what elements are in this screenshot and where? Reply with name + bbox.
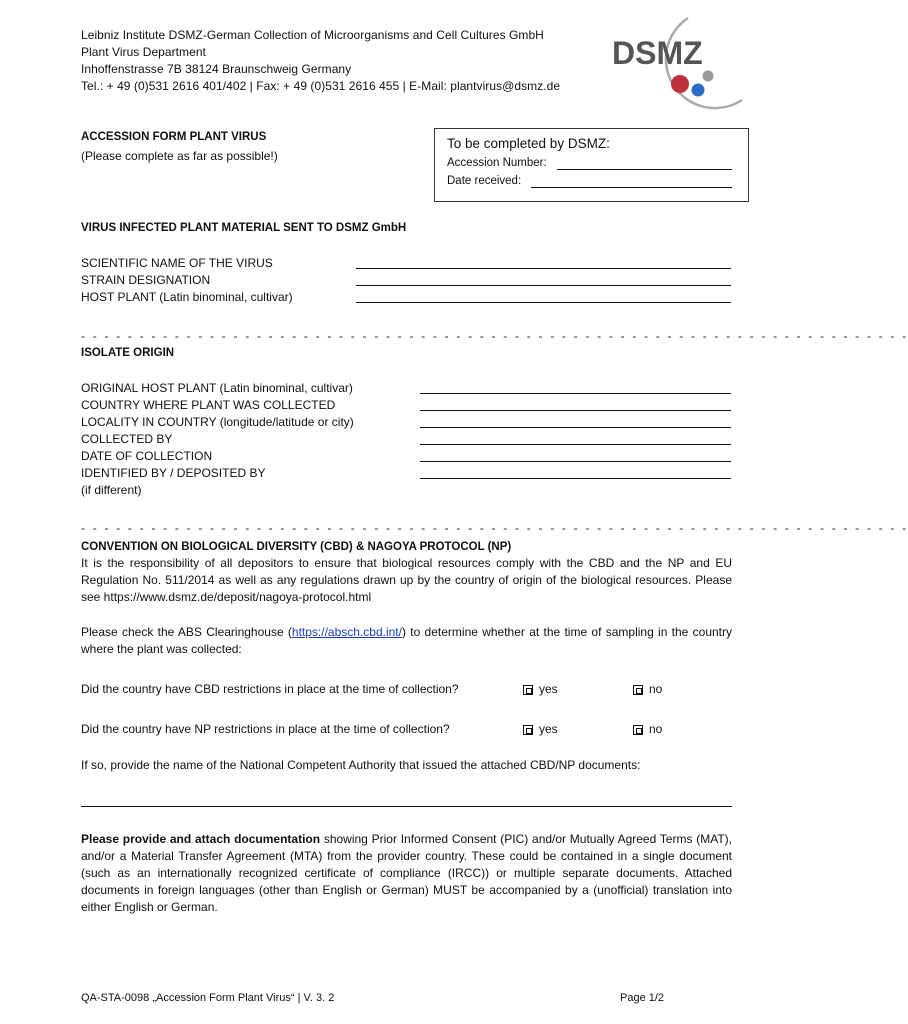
np-question: Did the country have NP restrictions in place at the time of collection? xyxy=(81,722,450,736)
footer-doc-id: QA-STA-0098 „Accession Form Plant Virus“ | V. 3. 2 xyxy=(81,992,335,1004)
footer-page-number: Page 1/2 xyxy=(620,992,665,1004)
origin-heading: ISOLATE ORIGIN xyxy=(81,347,175,359)
logo-gray-dot xyxy=(703,71,714,82)
dsmz-logo xyxy=(600,14,750,114)
abs-clearinghouse-link[interactable]: https://absch.cbd.int/ xyxy=(291,625,402,639)
form-subtitle: (Please complete as far as possible!) xyxy=(81,149,278,163)
documentation-text: Please provide and attach documentation showing Prior Informed Consent (PIC) and/or Mutually Agreed Terms (MAT), and/or a Material Transfer Agreement (MTA) from the provider country. These could be contained in a single document (such as an internationally recognized certificate of compliance (IRCC)) or multiple separate documents. Attached documents in foreign languages (other than English or German) MUST be accompanied by a (unofficial) translation into either English or German. xyxy=(81,832,732,914)
collected-by-field[interactable] xyxy=(420,444,731,445)
strain-label: STRAIN DESIGNATION xyxy=(81,273,211,287)
virus-name-label: SCIENTIFIC NAME OF THE VIRUS xyxy=(81,256,273,270)
host-plant-label: HOST PLANT (Latin binominal, cultivar) xyxy=(81,290,293,304)
authority-field[interactable] xyxy=(81,806,732,807)
logo-text: DSMZ xyxy=(612,35,703,71)
header-department: Plant Virus Department xyxy=(81,45,206,59)
date-received-label: Date received: xyxy=(447,175,522,187)
checkbox-icon[interactable] xyxy=(523,685,533,695)
header-contact: Tel.: + 49 (0)531 2616 401/402 | Fax: + 49 (0)531 2616 455 | E-Mail: plantvirus@dsmz.de xyxy=(81,79,561,93)
material-heading: VIRUS INFECTED PLANT MATERIAL SENT TO DSMZ GmbH xyxy=(81,222,407,234)
if-different-label: (if different) xyxy=(81,483,142,497)
original-host-field[interactable] xyxy=(420,393,731,394)
checkbox-icon[interactable] xyxy=(633,725,643,735)
header-address: Inhoffenstrasse 7B 38124 Braunschweig Germany xyxy=(81,62,352,76)
separator-2: - - - - - - - - - - - - - - - - - - - - - - - - - - - - - - - - - - - - - - - - - - - - - - - - - - - - - - - - - - - - - - - - - - - - - - - xyxy=(81,521,908,535)
host-plant-field[interactable] xyxy=(356,302,731,303)
separator-1: - - - - - - - - - - - - - - - - - - - - - - - - - - - - - - - - - - - - - - - - - - - - - - - - - - - - - - - - - - - - - - - - - - - - - - - xyxy=(81,329,908,343)
date-received-field[interactable] xyxy=(531,187,732,188)
cbd-no-option[interactable]: no xyxy=(633,681,662,698)
logo-blue-dot xyxy=(692,84,705,97)
cbd-responsibility-text: It is the responsibility of all depositors to ensure that biological resources comply with the CBD and the NP and EU Regulation No. 511/2014 as well as any regulations drawn up by the country of origin of the biological resources. Please see https://www.dsmz.de/deposit/nagoya-protocol.html xyxy=(81,556,732,604)
locality-label: LOCALITY IN COUNTRY (longitude/latitude or city) xyxy=(81,415,354,429)
original-host-label: ORIGINAL HOST PLANT (Latin binominal, cultivar) xyxy=(81,381,353,395)
virus-name-field[interactable] xyxy=(356,268,731,269)
date-collection-label: DATE OF COLLECTION xyxy=(81,449,213,463)
header-institute: Leibniz Institute DSMZ-German Collection of Microorganisms and Cell Cultures GmbH xyxy=(81,28,544,42)
country-field[interactable] xyxy=(420,410,731,411)
np-no-option[interactable]: no xyxy=(633,721,662,738)
date-collection-field[interactable] xyxy=(420,461,731,462)
dsmz-box-title: To be completed by DSMZ: xyxy=(447,136,610,151)
np-yes-option[interactable]: yes xyxy=(523,721,558,738)
dsmz-use-box xyxy=(434,128,749,202)
country-label: COUNTRY WHERE PLANT WAS COLLECTED xyxy=(81,398,336,412)
identified-by-field[interactable] xyxy=(420,478,731,479)
logo-red-dot xyxy=(671,75,689,93)
checkbox-icon[interactable] xyxy=(633,685,643,695)
locality-field[interactable] xyxy=(420,427,731,428)
abs-check-text: Please check the ABS Clearinghouse (https://absch.cbd.int/) to determine whether at the time of sampling in the country where the plant was collected: xyxy=(81,625,732,656)
cbd-question: Did the country have CBD restrictions in place at the time of collection? xyxy=(81,682,459,696)
strain-field[interactable] xyxy=(356,285,731,286)
authority-question: If so, provide the name of the National Competent Authority that issued the attached CBD/NP documents: xyxy=(81,758,641,772)
accession-number-label: Accession Number: xyxy=(447,157,547,169)
collected-by-label: COLLECTED BY xyxy=(81,432,173,446)
cbd-yes-option[interactable]: yes xyxy=(523,681,558,698)
cbd-heading: CONVENTION ON BIOLOGICAL DIVERSITY (CBD) & NAGOYA PROTOCOL (NP) xyxy=(81,541,512,553)
form-title: ACCESSION FORM PLANT VIRUS xyxy=(81,131,267,143)
checkbox-icon[interactable] xyxy=(523,725,533,735)
identified-by-label: IDENTIFIED BY / DEPOSITED BY xyxy=(81,466,266,480)
accession-number-field[interactable] xyxy=(557,169,732,170)
